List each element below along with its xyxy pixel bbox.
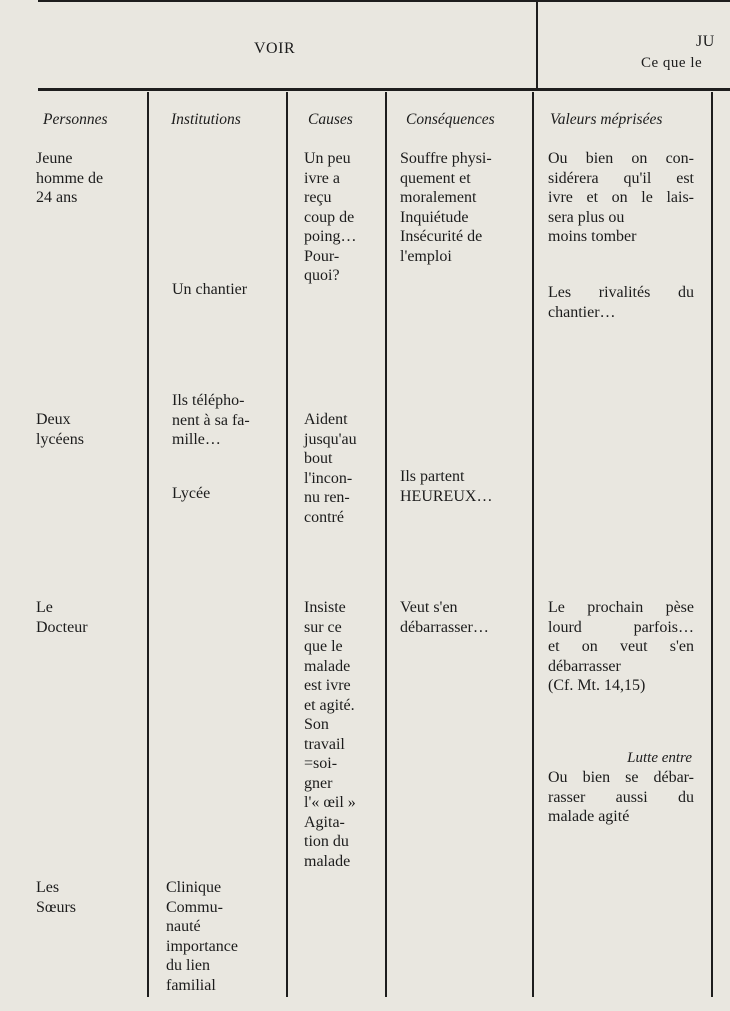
column-divider-4 (532, 92, 534, 997)
header-bottom-rule (38, 88, 730, 91)
column-divider-2 (286, 92, 288, 997)
header-divider-vertical (536, 0, 538, 88)
r4-personnes: Le Docteur (36, 599, 88, 636)
column-header-personnes: Personnes (43, 111, 108, 128)
r5-personnes: Les Sœurs (36, 879, 77, 916)
column-divider-3 (385, 92, 387, 997)
ju-subtitle: Ce que le (641, 55, 703, 71)
r1-valeurs: Ou bien on con- sidérera qu'il est ivre et on le lais- sera plus ou moins tomber (548, 150, 694, 245)
column-header-causes: Causes (308, 111, 353, 128)
r1-consequences: Souffre physi- quement et moralement Inquiétude Insécurité de l'emploi (400, 150, 492, 265)
top-rule (38, 0, 730, 2)
r3-consequences: Ils partent HEUREUX… (400, 468, 493, 505)
column-divider-1 (147, 92, 149, 997)
r3-institutions-a: Ils télépho- nent à sa fa- mille… (172, 392, 250, 448)
r4-consequences: Veut s'en débarrasser… (400, 599, 489, 636)
r3-causes: Aident jusqu'au bout l'incon- nu ren- contré (304, 411, 357, 526)
r1-causes: Un peu ivre a reçu coup de poing… Pour- quoi? (304, 150, 357, 284)
r2-institutions: Un chantier (172, 281, 248, 298)
r3-institutions-b: Lycée (172, 485, 211, 502)
r4-valeurs: Le prochain pèse lourd parfois… et on veut s'en débarrasser (Cf. Mt. 14,15) (548, 599, 694, 694)
r2-valeurs: Les rivalités du chantier… (548, 284, 694, 321)
r4-causes: Insiste sur ce que le malade est ivre et agité. Son travail =soi- gner l'« œil » Agita- tion du malade (304, 599, 356, 870)
column-header-institutions: Institutions (171, 111, 241, 128)
column-header-valeurs: Valeurs méprisées (550, 111, 663, 128)
r5-institutions: Clinique Commu- nauté importance du lien familial (166, 879, 238, 994)
r1-personnes: Jeune homme de 24 ans (36, 150, 104, 206)
r3-personnes: Deux lycéens (36, 411, 84, 448)
ju-title: JU (696, 33, 715, 50)
voir-title: VOIR (254, 40, 296, 57)
r4-valeurs-italic-heading: Lutte entre (627, 750, 692, 766)
r4-valeurs-b: Ou bien se débar- rasser aussi du malade agité (548, 769, 694, 825)
right-frame-rule (711, 92, 713, 997)
column-header-consequences: Conséquences (406, 111, 495, 128)
